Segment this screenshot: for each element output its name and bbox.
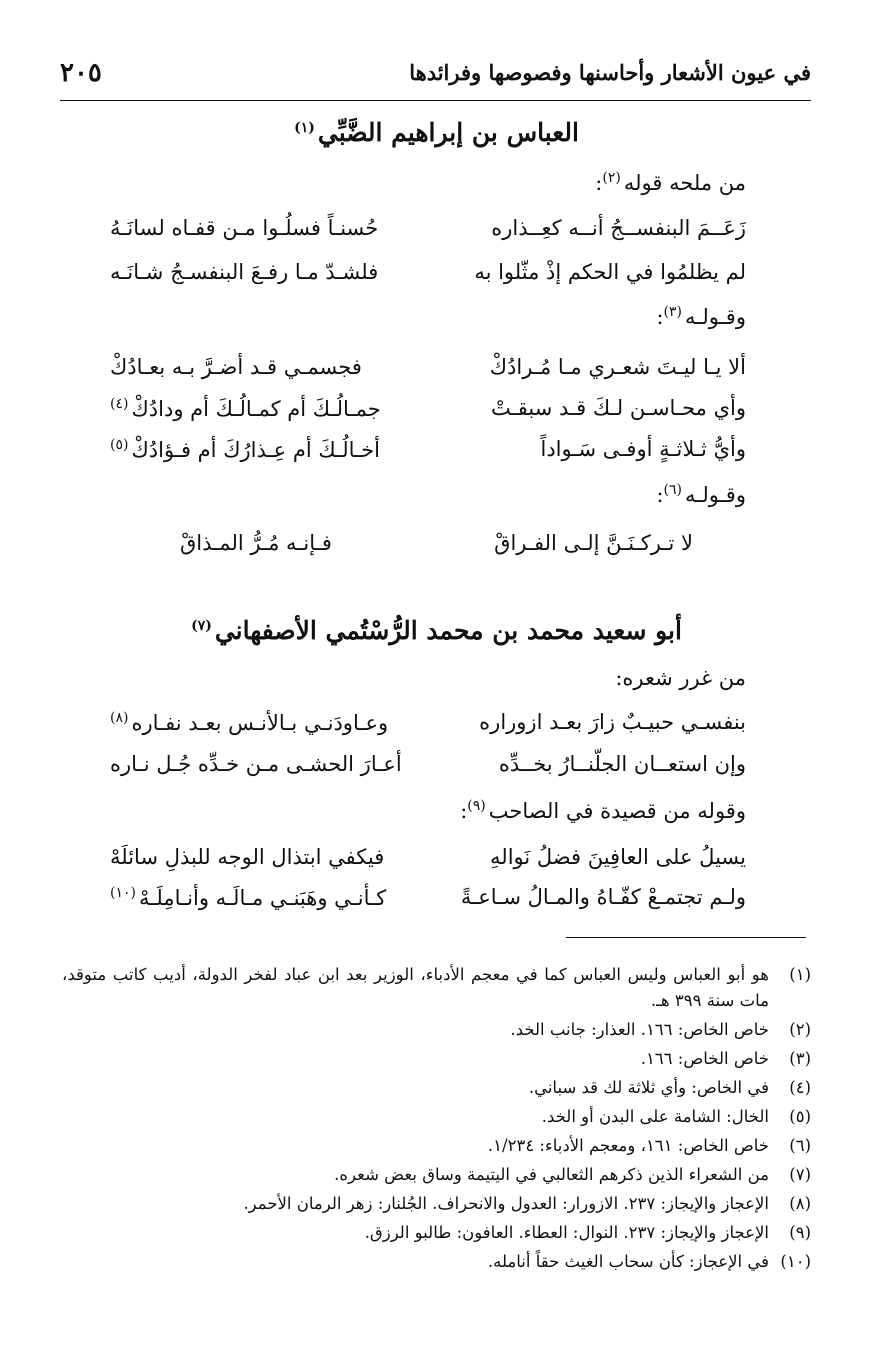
colon: : — [656, 305, 664, 329]
footnote-ref: (٦) — [663, 482, 682, 498]
intro-text: وقـولـه — [685, 483, 746, 507]
footnote — [62, 1017, 811, 1043]
footnote-ref: (٩) — [467, 798, 486, 814]
verse-line — [110, 355, 746, 395]
verse-first-hemistich: وإن استعــان الجلّنــارُ بخــدِّه — [498, 752, 746, 776]
intro-line — [615, 666, 746, 690]
hemistich-text: كـأنـي وهَبَنـي مـالَـه وأنـامِلَـهْ — [138, 886, 387, 910]
footnote-text: خاص الخاص: ١٦٦. — [640, 1049, 769, 1068]
colon: : — [460, 799, 468, 823]
verse-line — [110, 437, 746, 477]
header-rule — [60, 100, 811, 101]
poet-name: العباس بن إبراهيم الضَّبِّي — [317, 118, 579, 147]
footnote-text: الإعجاز والإيجاز: ٢٣٧. الازورار: العدول والانحراف. الجُلنار: زهر الرمان الأحمر. — [243, 1194, 769, 1213]
footnote-rule — [566, 937, 806, 938]
colon: : — [595, 171, 603, 195]
verse-first-hemistich: لا تـركـنَـنَّ إلـى الفـراقْ — [494, 531, 693, 555]
verse-line — [180, 531, 693, 571]
footnote-text: في الإعجاز: كأن سحاب الغيث حقاً أنامله. — [487, 1252, 769, 1271]
verse-first-hemistich: ولـم تجتمـعْ كفّـاهُ والمـالُ سـاعـةً — [460, 885, 746, 909]
footnote-ref: (١) — [294, 119, 315, 136]
verse-first-hemistich: يسيلُ على العافِينَ فضلُ نَوالهِ — [490, 845, 746, 869]
page-number: ٢٠٥ — [60, 58, 102, 88]
verse-line — [110, 845, 746, 885]
footnote-text: هو أبو العباس وليس العباس كما في معجم الأدباء، الوزير بعد ابن عباد لفخر الدولة، أديب كاتب متوقد، مات سنة ٣٩٩ هـ. — [62, 965, 769, 1010]
footnote-number: (٥) — [789, 1107, 811, 1126]
hemistich-text: وعـاودَنـي بـالأنـس بعـد نفـاره — [131, 711, 389, 735]
intro-line — [656, 304, 746, 329]
running-header — [60, 58, 811, 98]
verse-second-hemistich: فيكفي ابتذال الوجه للبذلِ سائلَهْ — [110, 845, 385, 869]
footnote — [62, 1133, 811, 1159]
footnote — [62, 1162, 811, 1188]
hemistich-text: أخـالُـكَ أم عِـذارُكَ أم فـؤادُكْ — [131, 438, 380, 462]
footnote-number: (٦) — [789, 1136, 811, 1155]
footnote-number: (٣) — [789, 1049, 811, 1068]
footnote — [62, 1249, 811, 1275]
footnotes — [62, 962, 811, 1278]
intro-text: وقـولـه — [685, 305, 746, 329]
verse-first-hemistich: بنفسـي حبيـبٌ زارَ بعـد ازوراره — [479, 710, 746, 734]
footnote-ref: (٧) — [191, 617, 212, 634]
verse-line — [110, 885, 746, 925]
footnote-number: (٩) — [789, 1223, 811, 1242]
footnote — [62, 1220, 811, 1246]
footnote-number: (٧) — [789, 1165, 811, 1184]
footnote-text: خاص الخاص: ١٦٦. العذار: جانب الخد. — [510, 1020, 769, 1039]
verse-second-hemistich: فلشـدّ مـا رفـعَ البنفسـجُ شـانَـه — [110, 260, 379, 284]
verse-line — [110, 752, 746, 792]
footnote — [62, 962, 811, 1014]
footnote — [62, 1191, 811, 1217]
verse-second-hemistich — [110, 885, 386, 910]
footnote-text: في الخاص: وأي ثلاثة لك قد سباني. — [528, 1078, 769, 1097]
verse-first-hemistich: لم يظلمُوا في الحكم إذْ مثّلوا به — [474, 260, 746, 284]
footnote-ref: (٨) — [110, 710, 129, 726]
footnote — [62, 1046, 811, 1072]
footnote — [62, 1075, 811, 1101]
section-title-rustumi — [0, 616, 873, 645]
verse-second-hemistich: فجسمـي قـد أضـرَّ بـه بعـادُكْ — [110, 355, 362, 379]
verse-second-hemistich: حُسنـاً فسلُـوا مـن قفـاه لسانَـهُ — [110, 216, 379, 240]
intro-line — [595, 170, 746, 195]
verse-line — [110, 260, 746, 300]
intro-line — [460, 798, 746, 823]
verse-second-hemistich — [110, 437, 380, 462]
verse-second-hemistich: أعـارَ الحشـى مـن خـدِّه جُـل نـاره — [110, 752, 402, 776]
footnote-ref: (٢) — [602, 170, 621, 186]
verse-line — [110, 396, 746, 436]
footnote-number: (٤) — [789, 1078, 811, 1097]
footnote-number: (١٠) — [780, 1252, 811, 1271]
colon: : — [656, 483, 664, 507]
footnote — [62, 1104, 811, 1130]
verse-second-hemistich — [110, 396, 381, 421]
verse-second-hemistich: فـإنـه مُـرُّ المـذاقْ — [180, 531, 332, 555]
intro-text: من ملحه قوله — [623, 171, 746, 195]
verse-first-hemistich: وأي محـاسـن لـكَ قـد سبقـتْ — [491, 396, 746, 420]
footnote-number: (٨) — [789, 1194, 811, 1213]
verse-first-hemistich: وأيُّ ثـلاثـةٍ أوفـى سَـواداً — [540, 437, 746, 461]
verse-line — [110, 710, 746, 750]
verse-first-hemistich: زَعَــمَ البنفســجُ أنــه كعِــذاره — [491, 216, 746, 240]
verse-second-hemistich — [110, 710, 388, 735]
footnote-text: الخال: الشامة على البدن أو الخد. — [541, 1107, 769, 1126]
hemistich-text: جمـالُـكَ أم كمـالُـكَ أم ودادُكْ — [131, 397, 381, 421]
intro-text: من غرر شعره: — [615, 666, 746, 690]
verse-first-hemistich: ألا يـا ليـتَ شعـري مـا مُـرادُكْ — [489, 355, 746, 379]
footnote-text: من الشعراء الذين ذكرهم الثعالبي في اليتيمة وساق بعض شعره. — [334, 1165, 769, 1184]
footnote-ref: (٣) — [663, 304, 682, 320]
section-title-abbas — [0, 118, 873, 147]
footnote-text: الإعجاز والإيجاز: ٢٣٧. النوال: العطاء. العافون: طالبو الرزق. — [364, 1223, 769, 1242]
verse-line — [110, 216, 746, 256]
footnote-ref: (٤) — [110, 396, 129, 412]
running-title: في عيون الأشعار وأحاسنها وفصوصها وفرائدها — [409, 60, 811, 85]
footnote-number: (١) — [789, 965, 811, 984]
footnote-ref: (٥) — [110, 437, 129, 453]
poet-name: أبو سعيد محمد بن محمد الرُّسْتُمي الأصفهاني — [214, 616, 682, 645]
intro-text: وقوله من قصيدة في الصاحب — [488, 799, 746, 823]
footnote-number: (٢) — [789, 1020, 811, 1039]
footnote-text: خاص الخاص: ١٦١، ومعجم الأدباء: ١/٢٣٤. — [487, 1136, 769, 1155]
footnote-ref: (١٠) — [110, 885, 136, 901]
intro-line — [656, 482, 746, 507]
